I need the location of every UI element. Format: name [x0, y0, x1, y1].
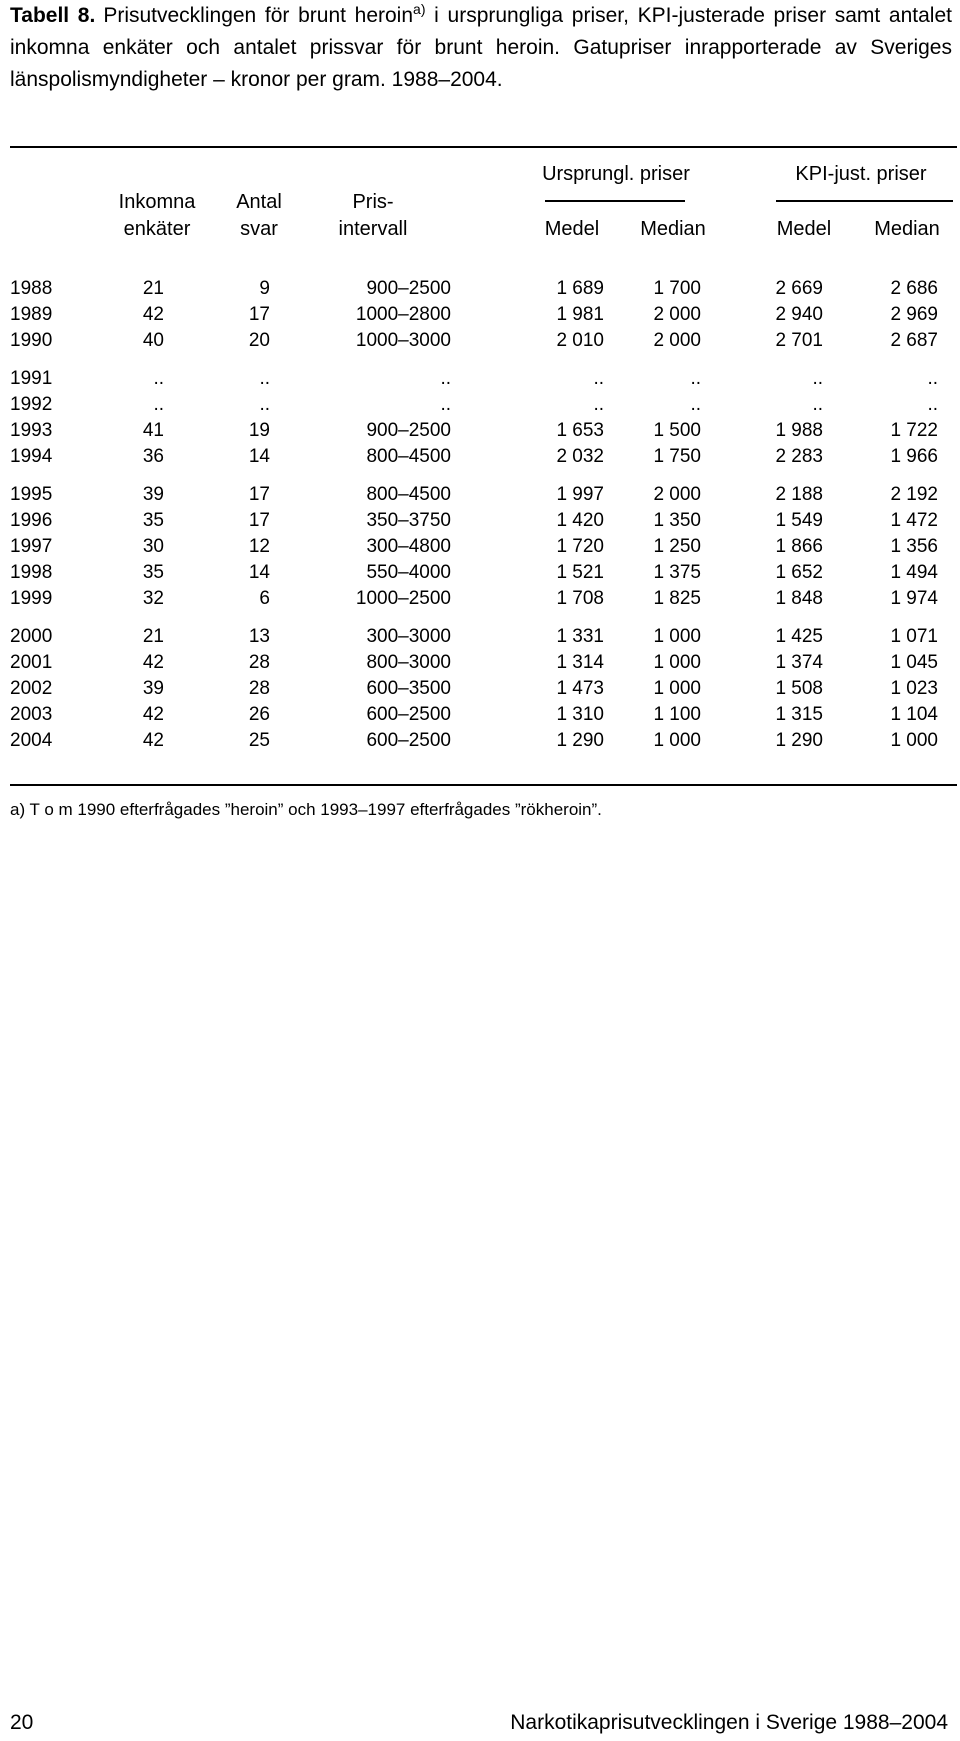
cell-intervall: 600–3500 [366, 678, 451, 699]
cell-medel: 1 997 [556, 484, 604, 505]
table-row [0, 482, 960, 508]
cell-intervall: 900–2500 [366, 278, 451, 299]
cell-antal: 17 [248, 304, 270, 325]
cell-kpi-medel: 1 425 [775, 626, 823, 647]
cell-kpi-median: 1 722 [890, 420, 938, 441]
table-row [0, 702, 960, 728]
header-median-kpi: Median [874, 218, 940, 240]
cell-inkomna: 41 [142, 420, 164, 441]
cell-intervall: 600–2500 [366, 730, 451, 751]
cell-kpi-medel: 2 283 [775, 446, 823, 467]
cell-intervall: 550–4000 [366, 562, 451, 583]
cell-kpi-median: 1 472 [890, 510, 938, 531]
cell-kpi-medel: 1 988 [775, 420, 823, 441]
cell-inkomna: 42 [142, 704, 164, 725]
cell-year: 1997 [10, 536, 53, 557]
cell-kpi-median: 2 969 [890, 304, 938, 325]
cell-inkomna: 39 [142, 678, 164, 699]
cell-median: 1 750 [653, 446, 701, 467]
cell-year: 2001 [10, 652, 53, 673]
cell-kpi-medel: 1 374 [775, 652, 823, 673]
cell-antal: 6 [259, 588, 270, 609]
table-row [0, 534, 960, 560]
cell-median: 1 350 [653, 510, 701, 531]
header-medel-kpi: Medel [776, 218, 832, 240]
cell-kpi-median: 1 356 [890, 536, 938, 557]
cell-intervall: 300–3000 [366, 626, 451, 647]
cell-inkomna: 21 [142, 626, 164, 647]
cell-inkomna: 36 [142, 446, 164, 467]
cell-antal: 28 [248, 652, 270, 673]
header-kpi-prices: KPI-just. priser [795, 163, 927, 185]
cell-kpi-medel: .. [812, 394, 823, 415]
cell-kpi-medel: 1 508 [775, 678, 823, 699]
cell-kpi-medel: 2 669 [775, 278, 823, 299]
cell-median: .. [690, 368, 701, 389]
cell-kpi-median: 2 686 [890, 278, 938, 299]
table-row [0, 624, 960, 650]
table-bottom-rule [10, 784, 957, 786]
kpi-prices-rule [776, 200, 953, 202]
cell-inkomna: 40 [142, 330, 164, 351]
cell-medel: 2 010 [556, 330, 604, 351]
cell-year: 1993 [10, 420, 53, 441]
header-inkomna-l2: enkäter [123, 218, 191, 240]
cell-medel: 1 331 [556, 626, 604, 647]
cell-antal: 17 [248, 484, 270, 505]
cell-medel: 1 290 [556, 730, 604, 751]
cell-kpi-medel: 1 290 [775, 730, 823, 751]
cell-medel: 1 521 [556, 562, 604, 583]
cell-year: 1996 [10, 510, 53, 531]
caption-footnote-marker: a) [413, 1, 426, 17]
cell-kpi-median: .. [927, 394, 938, 415]
cell-kpi-median: 1 966 [890, 446, 938, 467]
cell-intervall: 800–3000 [366, 652, 451, 673]
cell-antal: 12 [248, 536, 270, 557]
table-caption [10, 0, 952, 96]
cell-intervall: 1000–3000 [355, 330, 451, 351]
cell-year: 1995 [10, 484, 53, 505]
cell-medel: 1 310 [556, 704, 604, 725]
cell-antal: .. [259, 368, 270, 389]
original-prices-rule [545, 200, 685, 202]
cell-antal: 9 [259, 278, 270, 299]
cell-kpi-median: 2 687 [890, 330, 938, 351]
cell-intervall: 900–2500 [366, 420, 451, 441]
cell-median: 2 000 [653, 484, 701, 505]
cell-median: 1 825 [653, 588, 701, 609]
cell-intervall: .. [440, 368, 451, 389]
table-row [0, 676, 960, 702]
cell-kpi-median: .. [927, 368, 938, 389]
cell-antal: 25 [248, 730, 270, 751]
table-row [0, 302, 960, 328]
cell-kpi-median: 1 104 [890, 704, 938, 725]
cell-medel: 1 981 [556, 304, 604, 325]
table-row [0, 728, 960, 754]
header-inkomna-l1: Inkomna [118, 191, 196, 213]
cell-median: 1 000 [653, 652, 701, 673]
cell-median: 1 100 [653, 704, 701, 725]
cell-year: 1988 [10, 278, 53, 299]
cell-antal: 19 [248, 420, 270, 441]
cell-intervall: 800–4500 [366, 446, 451, 467]
cell-year: 1992 [10, 394, 53, 415]
cell-inkomna: 42 [142, 730, 164, 751]
cell-kpi-median: 1 023 [890, 678, 938, 699]
cell-medel: .. [593, 394, 604, 415]
cell-kpi-medel: 2 940 [775, 304, 823, 325]
cell-antal: .. [259, 394, 270, 415]
cell-intervall: .. [440, 394, 451, 415]
cell-year: 2002 [10, 678, 53, 699]
cell-kpi-median: 1 045 [890, 652, 938, 673]
cell-inkomna: 39 [142, 484, 164, 505]
cell-median: 1 000 [653, 678, 701, 699]
cell-medel: 1 689 [556, 278, 604, 299]
table-row [0, 328, 960, 354]
cell-antal: 17 [248, 510, 270, 531]
cell-median: 1 250 [653, 536, 701, 557]
cell-antal: 26 [248, 704, 270, 725]
caption-text-2: i ursprungliga priser, KPI-justerade priser samt antalet inkomna enkäter och antalet prissvar för brunt heroin. Gatupriser inrapporterade av Sveriges länspolismyndigheter – kronor per gram. 1988–2004. [10, 4, 952, 91]
cell-year: 1989 [10, 304, 53, 325]
cell-medel: 1 720 [556, 536, 604, 557]
cell-inkomna: 30 [142, 536, 164, 557]
cell-medel: 2 032 [556, 446, 604, 467]
cell-median: 2 000 [653, 330, 701, 351]
header-pris-l1: Pris- [352, 191, 394, 213]
cell-kpi-median: 1 071 [890, 626, 938, 647]
header-antal-l2: svar [240, 218, 278, 240]
cell-year: 1990 [10, 330, 53, 351]
cell-kpi-medel: .. [812, 368, 823, 389]
cell-kpi-medel: 1 652 [775, 562, 823, 583]
cell-inkomna: 42 [142, 652, 164, 673]
cell-inkomna: 42 [142, 304, 164, 325]
cell-inkomna: .. [153, 394, 164, 415]
table-row [0, 508, 960, 534]
cell-antal: 14 [248, 562, 270, 583]
cell-median: 1 700 [653, 278, 701, 299]
cell-intervall: 350–3750 [366, 510, 451, 531]
cell-inkomna: 35 [142, 562, 164, 583]
cell-intervall: 600–2500 [366, 704, 451, 725]
cell-intervall: 1000–2500 [355, 588, 451, 609]
cell-intervall: 300–4800 [366, 536, 451, 557]
cell-year: 2003 [10, 704, 53, 725]
table-row [0, 560, 960, 586]
cell-kpi-median: 1 494 [890, 562, 938, 583]
cell-median: 1 375 [653, 562, 701, 583]
cell-medel: 1 653 [556, 420, 604, 441]
cell-kpi-medel: 2 701 [775, 330, 823, 351]
table-top-rule [10, 146, 957, 148]
cell-inkomna: 21 [142, 278, 164, 299]
cell-kpi-medel: 1 315 [775, 704, 823, 725]
header-median-original: Median [640, 218, 706, 240]
cell-medel: 1 314 [556, 652, 604, 673]
cell-antal: 13 [248, 626, 270, 647]
cell-antal: 28 [248, 678, 270, 699]
table-row [0, 392, 960, 418]
cell-medel: 1 708 [556, 588, 604, 609]
cell-medel: 1 420 [556, 510, 604, 531]
table-row [0, 276, 960, 302]
cell-kpi-median: 1 974 [890, 588, 938, 609]
header-original-prices: Ursprungl. priser [542, 163, 690, 185]
cell-year: 1998 [10, 562, 53, 583]
cell-medel: 1 473 [556, 678, 604, 699]
cell-antal: 20 [248, 330, 270, 351]
cell-kpi-medel: 1 866 [775, 536, 823, 557]
caption-text-1: Prisutvecklingen för brunt heroin [103, 4, 414, 27]
cell-year: 1994 [10, 446, 53, 467]
cell-inkomna: .. [153, 368, 164, 389]
cell-year: 2000 [10, 626, 53, 647]
cell-kpi-medel: 2 188 [775, 484, 823, 505]
cell-median: 1 000 [653, 730, 701, 751]
cell-intervall: 800–4500 [366, 484, 451, 505]
cell-median: 1 500 [653, 420, 701, 441]
table-label: Tabell 8. [10, 4, 96, 27]
cell-kpi-medel: 1 549 [775, 510, 823, 531]
table-row [0, 444, 960, 470]
table-row [0, 586, 960, 612]
header-medel-original: Medel [544, 218, 600, 240]
cell-intervall: 1000–2800 [355, 304, 451, 325]
cell-kpi-median: 2 192 [890, 484, 938, 505]
cell-medel: .. [593, 368, 604, 389]
cell-year: 1991 [10, 368, 53, 389]
cell-kpi-medel: 1 848 [775, 588, 823, 609]
cell-kpi-median: 1 000 [890, 730, 938, 751]
cell-median: .. [690, 394, 701, 415]
footer-title: Narkotikaprisutvecklingen i Sverige 1988–2004 [510, 1711, 948, 1734]
cell-inkomna: 32 [142, 588, 164, 609]
table-row [0, 366, 960, 392]
cell-inkomna: 35 [142, 510, 164, 531]
header-antal-l1: Antal [236, 191, 282, 213]
cell-antal: 14 [248, 446, 270, 467]
footnote: a) T o m 1990 efterfrågades ”heroin” och 1993–1997 efterfrågades ”rökheroin”. [10, 800, 602, 819]
cell-year: 2004 [10, 730, 53, 751]
table-row [0, 650, 960, 676]
cell-median: 1 000 [653, 626, 701, 647]
page-number: 20 [10, 1711, 34, 1734]
cell-median: 2 000 [653, 304, 701, 325]
table-row [0, 418, 960, 444]
cell-year: 1999 [10, 588, 53, 609]
header-pris-l2: intervall [338, 218, 408, 240]
